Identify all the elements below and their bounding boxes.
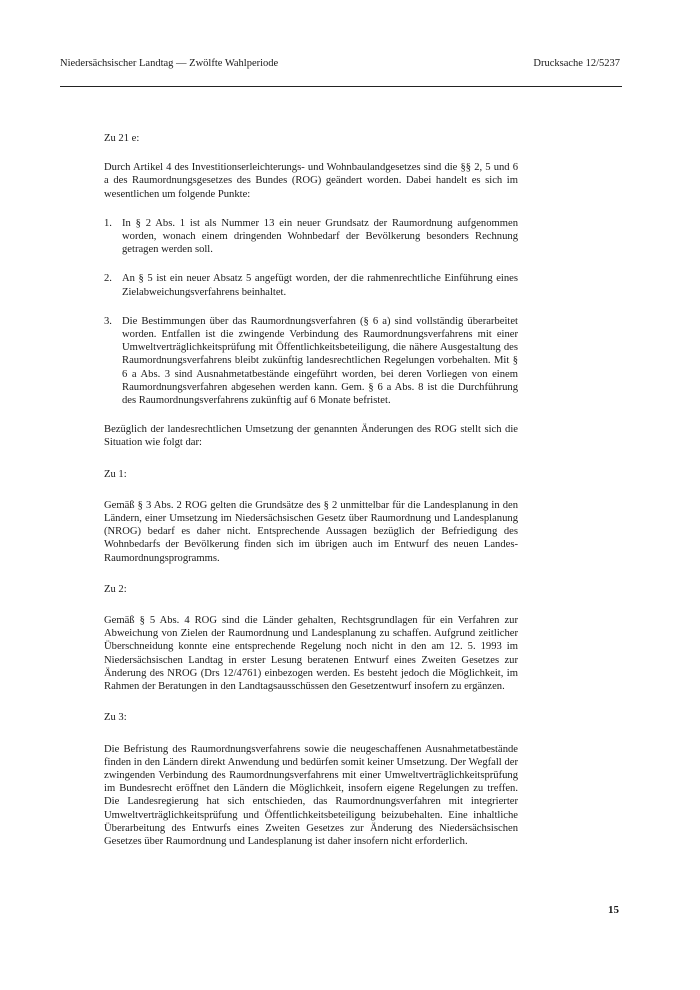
list-item-text: Die Bestimmungen über das Raumordnungsverfahren (§ 6 a) sind vollständig überarbeitet worden. Entfallen ist die zwingende Verbindung des Raumordnungsverfahrens mit einer Umweltverträglichkeitsprüfung mit Öffentlichkeitsbeteiligung, die nähere Ausgestaltung des Raumordnungsverfahrens bleibt zukünftig landesrechtlichen Regelungen vorbehalten. Mit § 6 a Abs. 3 sind Ausnahmetatbestände eingeführt worden, bei deren Vorliegen von einem Raumordnungsverfahren abgesehen werden kann. Gem. § 6 a Abs. 8 ist die Durchführung des Raumordnungsverfahrens zukünftig auf 6 Monate befristet. <box>122 315 518 407</box>
header-rule <box>60 86 622 87</box>
page-number: 15 <box>608 904 619 916</box>
list-item-number: 3. <box>104 315 112 327</box>
section-heading-zu-1: Zu 1: <box>104 468 127 480</box>
section-heading-21e: Zu 21 e: <box>104 133 140 144</box>
section-heading-zu-3: Zu 3: <box>104 712 127 724</box>
list-item-text: An § 5 ist ein neuer Absatz 5 angefügt worden, der die rahmenrechtliche Einführung eines Zielabweichungsverfahrens beinhaltet. <box>122 273 518 298</box>
header-publication: Niedersächsischer Landtag — Zwölfte Wahlperiode <box>60 58 279 69</box>
zu-2-paragraph: Gemäß § 5 Abs. 4 ROG sind die Länder gehalten, Rechtsgrundlagen für ein Verfahren zur Abweichung von Zielen der Raumordnung und Landesplanung zu schaffen. Aufgrund zeitlicher Überschneidung konnte eine entsprechende Regelung noch nicht in den am 12. 5. 1993 im Niedersächsischen Landtag in erster Lesung beratenen Entwurf eines Zweiten Gesetzes zur Änderung des NROG (Drs 12/4761) einbezogen werden. Es besteht jedoch die Möglichkeit, im Rahmen der Beratungen in den Landtagsausschüssen den Gesetzentwurf insofern zu ergänzen. <box>104 615 518 693</box>
zu-3-paragraph: Die Befristung des Raumordnungsverfahrens sowie die neugeschaffenen Ausnahmetatbestände finden in den Ländern direkt Anwendung und bedürfen somit keiner Umsetzung. Der Wegfall der zwingenden Verbindung des Raumordnungsverfahrens mit einer Umweltverträglichkeitsprüfung im Bundesrecht eröffnet den Ländern die Möglichkeit, insofern eigene Regelungen zu treffen. Die Landesregierung hat sich entschieden, das Raumordnungsverfahren mit integrierter Umweltverträglichkeitsprüfung und Öffentlichkeitsbeteiligung beizubehalten. Eine inhaltliche Überarbeitung des Entwurfs eines Zweiten Gesetzes zur Änderung des Niedersächsischen Gesetzes über Raumordnung und Landesplanung ist daher insofern nicht erforderlich. <box>104 743 518 847</box>
document-body <box>104 132 518 848</box>
list-item-text: In § 2 Abs. 1 ist als Nummer 13 ein neuer Grundsatz der Raumordnung aufgenommen worden, wonach einem dringenden Wohnbedarf der Bevölkerung besonders Rechnung getragen werden soll. <box>122 217 518 256</box>
section-heading-zu-2: Zu 2: <box>104 583 127 595</box>
list-item-number: 2. <box>104 273 112 285</box>
zu-1-paragraph: Gemäß § 3 Abs. 2 ROG gelten die Grundsätze des § 2 unmittelbar für die Landesplanung in den Ländern, einer Umsetzung im Niedersächsischen Gesetz über Raumordnung und Landesplanung (NROG) bedarf es daher nicht. Entsprechende Aussagen bezüglich der Befriedigung des Wohnbedarfs der Bevölkerung finden sich im übrigen auch im Entwurf des neuen Landes-Raumordnungsprogramms. <box>104 499 518 564</box>
list-item <box>104 217 518 257</box>
intro-paragraph: Durch Artikel 4 des Investitionserleichterungs- und Wohnbaulandgesetzes sind die §§ 2, 5 und 6 a des Raumordnungsgesetzes des Bundes (ROG) geändert worden. Dabei handelt es sich im wesentlichen um folgende Punkte: <box>104 162 518 200</box>
transition-paragraph: Bezüglich der landesrechtlichen Umsetzung der genannten Änderungen des ROG stellt sich die Situation wie folgt dar: <box>104 424 518 449</box>
list-item <box>104 315 518 407</box>
page-header <box>60 58 620 78</box>
header-document-number: Drucksache 12/5237 <box>533 58 620 69</box>
list-item <box>104 272 518 298</box>
list-item-number: 1. <box>104 217 112 229</box>
